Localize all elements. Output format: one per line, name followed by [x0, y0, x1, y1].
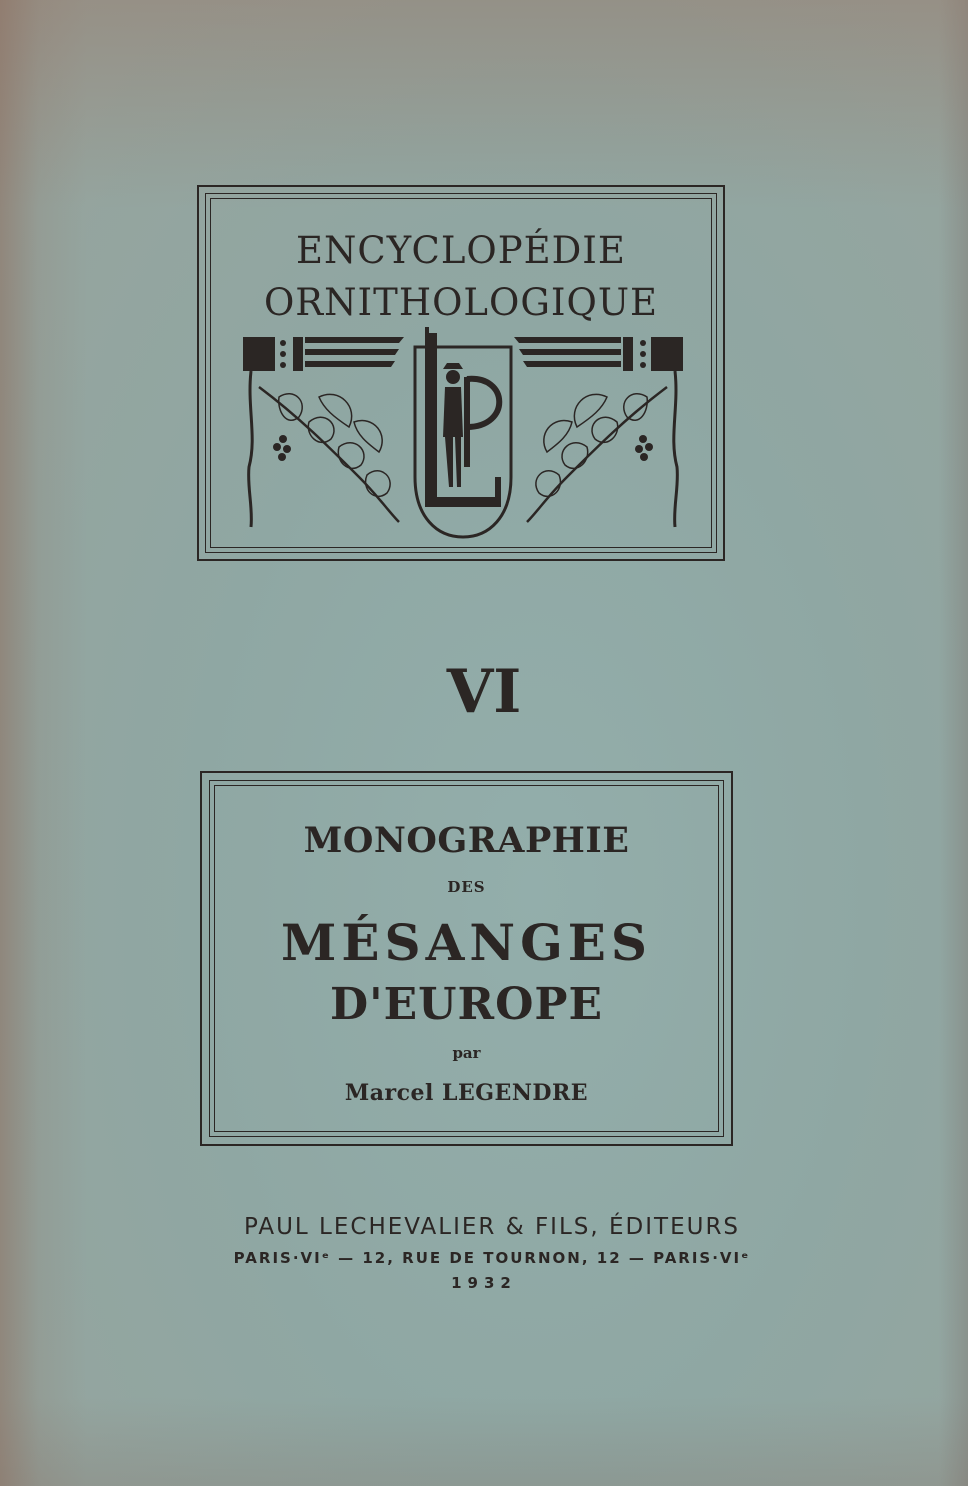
- title-by: par: [452, 1044, 481, 1062]
- publisher-address: PARIS·VIᵉ — 12, RUE DE TOURNON, 12 — PARIS·VIᵉ: [233, 1249, 751, 1267]
- title-line-europe: D'EUROPE: [329, 979, 604, 1030]
- publisher-monogram-emblem-icon: [239, 327, 687, 541]
- series-title-line1: ENCYCLOPÉDIE: [296, 229, 626, 272]
- title-frame: [200, 771, 733, 1146]
- author-name: Marcel LEGENDRE: [344, 1080, 589, 1106]
- volume-number: VI: [446, 657, 522, 727]
- title-line-des: DES: [447, 878, 486, 896]
- title-line-monographie: MONOGRAPHIE: [303, 820, 630, 861]
- publication-year: 1932: [451, 1274, 517, 1292]
- series-title-line2: ORNITHOLOGIQUE: [263, 281, 659, 324]
- series-frame: [197, 185, 725, 561]
- publisher-name: PAUL LECHEVALIER & FILS, ÉDITEURS: [243, 1214, 741, 1240]
- title-line-mesanges: MÉSANGES: [281, 913, 652, 972]
